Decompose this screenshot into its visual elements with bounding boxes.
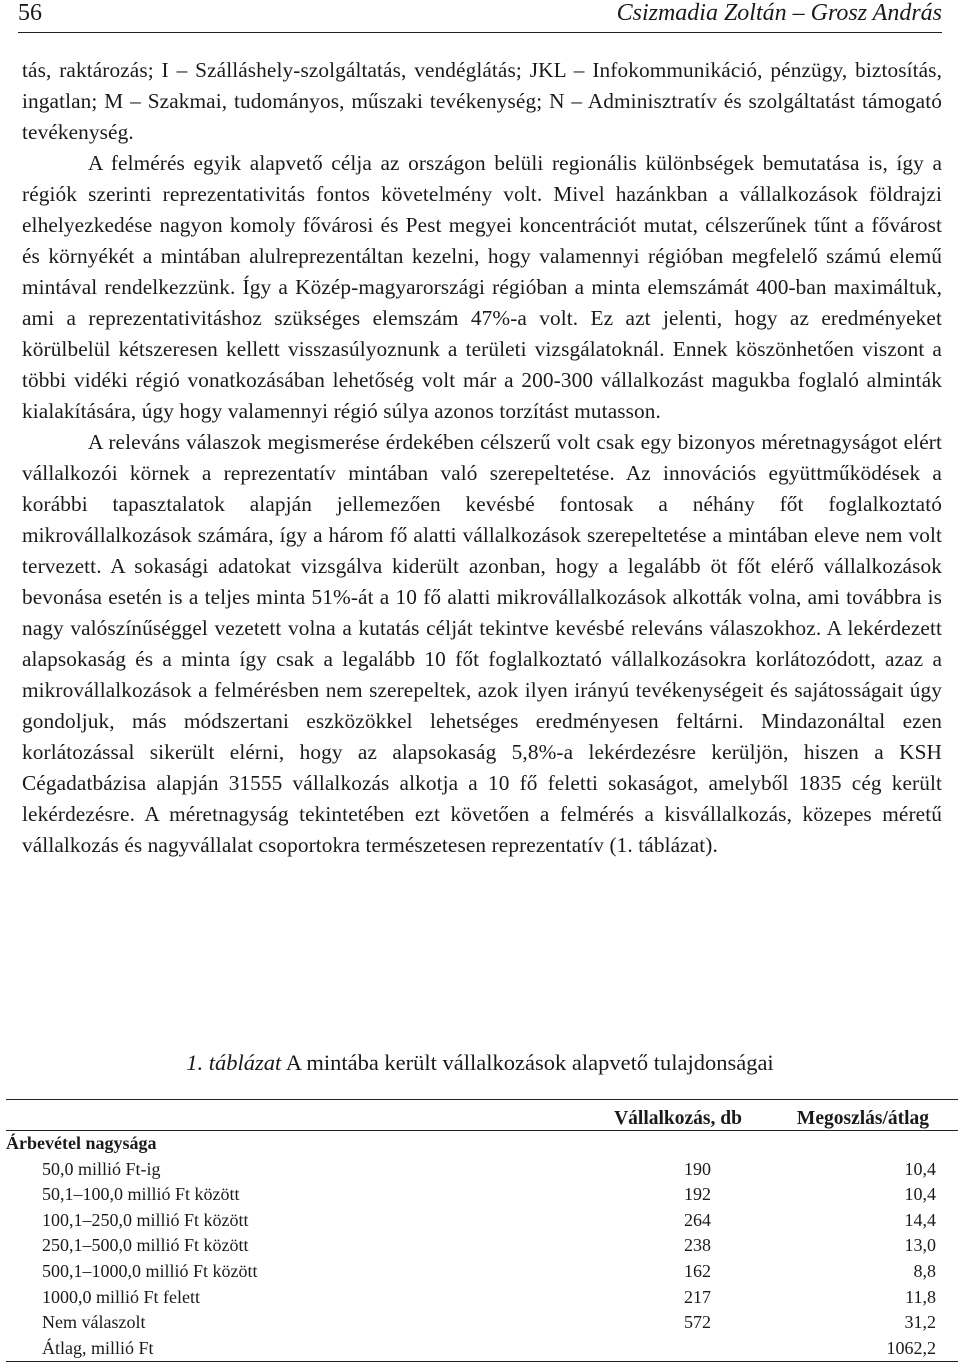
body-text [22,55,942,861]
table-caption-label: 1. táblázat [186,1050,282,1075]
page-number: 56 [18,0,42,26]
row-share: 10,4 [904,1158,936,1179]
row-share: 8,8 [913,1260,936,1281]
paragraph-continuation: tás, raktározás; I – Szálláshely-szolgáltatás, vendéglátás; JKL – Infokommunikáció, pénzügy, biztosítás, ingatlan; M – Szakmai, tudományos, műszaki tevékenység; N – Adminisztratív és szolgáltatást támogató tevékenység. [22,58,942,144]
row-share: 11,8 [905,1286,936,1307]
row-label: 50,0 millió Ft-ig [42,1158,161,1179]
table-group-row [6,1131,958,1157]
row-share: 1062,2 [768,1336,958,1362]
row-count: 572 [684,1312,711,1333]
header-share-cell: Megoszlás/átlag [768,1100,958,1131]
table-row [6,1285,958,1311]
row-count: 264 [684,1209,711,1230]
row-label: 500,1–1000,0 millió Ft között [42,1260,258,1281]
row-label: Átlag, millió Ft [6,1336,588,1362]
table-row [6,1208,958,1234]
row-share: 31,2 [904,1312,936,1333]
table-row [6,1310,958,1336]
row-share: 14,4 [904,1209,936,1230]
table-row [6,1259,958,1285]
group-label-revenue: Árbevétel nagysága [6,1133,157,1153]
row-count [588,1336,768,1362]
table-row [6,1157,958,1183]
row-count: 192 [684,1184,711,1205]
header-rule [18,32,942,33]
row-count: 217 [684,1286,711,1307]
row-share: 13,0 [904,1235,936,1256]
table-row [6,1233,958,1259]
table-row [6,1336,958,1362]
table-caption [0,1050,960,1076]
table-caption-text: A mintába került vállalkozások alapvető tulajdonságai [281,1050,774,1075]
row-label: 50,1–100,0 millió Ft között [42,1184,240,1205]
row-label: Nem válaszolt [42,1312,146,1333]
row-label: 250,1–500,0 millió Ft között [42,1235,249,1256]
row-count: 238 [684,1235,711,1256]
paragraph-regional-representativity: A felmérés egyik alapvető célja az országon belüli regionális különbségek bemutatása is, így a régiók szerinti reprezentativitás fontos követelmény volt. Mivel hazánkban a vállalkozások földrajzi elhelyezkedése nagyon komoly fővárosi és Pest megyei koncentrációt mutat, célszerűnek tűnt a fővárost és környékét a mintában alulreprezentáltan kezelni, hogy valamennyi régióban megfelelő számú elemű mintával rendelkezzünk. Így a Közép-magyarországi régióban a minta elemszámát 400-ban maximáltuk, ami a reprezentativitáshoz szükséges elemszám 47%-a volt. Ez azt jelenti, hogy az eredményeket körülbelül kétszeresen kellett visszasúlyoznunk a területi vizsgálatoknál. Ennek köszönhetően viszont a többi vidéki régió vonatkozásában lehetőség volt már a 200-300 vállalkozást magukba foglaló alminták kialakítására, úgy hogy valamennyi régió súlya azonos torzítást mutasson. [22,151,942,423]
running-head-authors: Csizmadia Zoltán – Grosz András [616,0,942,26]
table-row [6,1182,958,1208]
row-count: 162 [684,1260,711,1281]
header-count-cell: Vállalkozás, db [588,1100,768,1131]
row-label: 1000,0 millió Ft felett [42,1286,200,1307]
header-label-cell [6,1100,588,1131]
sample-properties-table [6,1099,958,1362]
table-header-row [6,1100,958,1131]
row-share: 10,4 [904,1184,936,1205]
row-count: 190 [684,1158,711,1179]
page-header [0,0,960,36]
paragraph-size-threshold: A releváns válaszok megismerése érdekében célszerű volt csak egy bizonyos méretnagyságot elért vállalkozói körnek a reprezentatív mintában való szerepeltetése. Az innovációs együttműködések a korábbi tapasztalatok alapján jellemezően kevésbé fontosak a néhány főt foglalkoztató mikrovállalkozások számára, így a három fő alatti vállalkozások szerepeltetése a mintában eleve nem volt tervezett. A sokasági adatokat vizsgálva kiderült azonban, hogy a legalább öt főt elérő vállalkozások bevonása esetén is a teljes minta 51%-át a 10 fő alatti mikrovállalkozások alkották volna, ami továbbra is nagy valószínűséggel vezetett volna a kutatás célját tekintve kevésbé releváns válaszokhoz. A lekérdezett alapsokaság és a minta így csak a legalább 10 főt foglalkoztató vállalkozásokra korlátozódott, azaz a mikrovállalkozások a felmérésben nem szerepeltek, azok ilyen irányú tevékenységeit és sajátosságait úgy gondoljuk, más módszertani eszközökkel lehetséges eredményesen feltárni. Mindazonáltal ezen korlátozással sikerült elérni, hogy az alapsokaság 5,8%-a lekérdezésre kerüljön, hiszen a KSH Cégadatbázisa alapján 31555 vállalkozás alkotja a 10 fő feletti sokaságot, amelyből 1835 cég került lekérdezésre. A méretnagyság tekintetében ezt követően a felmérés a kisvállalkozás, közepes méretű vállalkozás és nagyvállalat csoportokra természetesen reprezentatív (1. táblázat). [22,430,942,857]
row-label: 100,1–250,0 millió Ft között [42,1209,249,1230]
